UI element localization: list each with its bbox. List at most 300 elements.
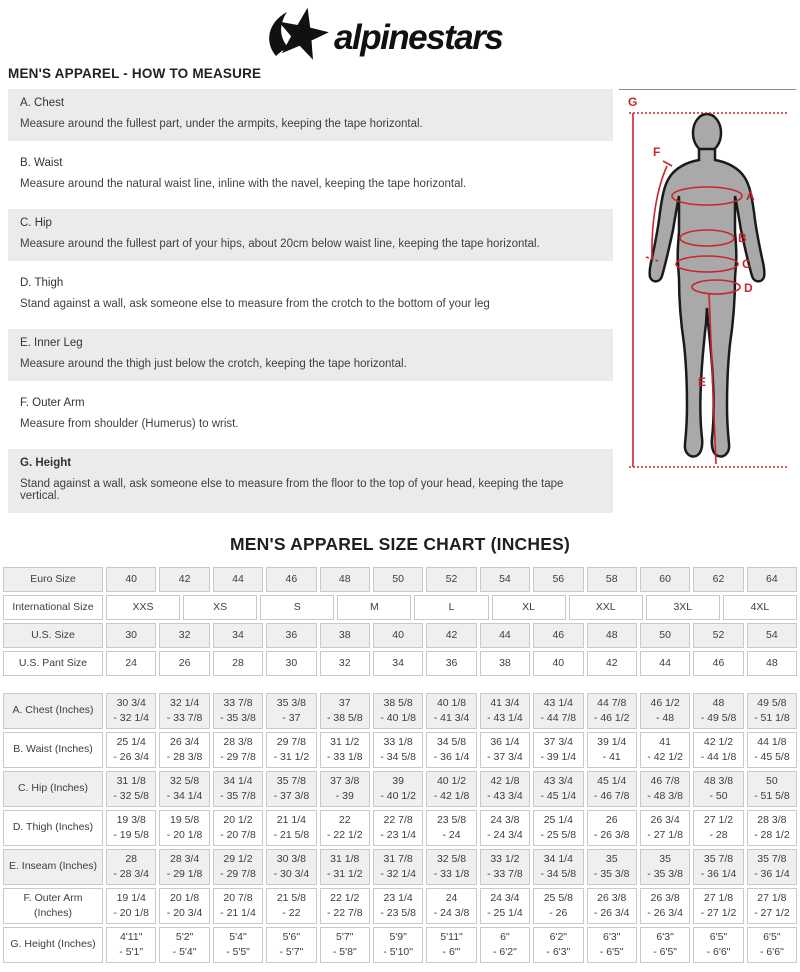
- measure-range-cell: [106, 849, 156, 885]
- measure-range-cell-text: 28 3/8: [223, 735, 253, 748]
- measure-range-cell: [480, 771, 530, 807]
- measure-range-cell-text: - 37: [282, 712, 301, 724]
- label-f: F: [653, 145, 661, 159]
- measure-range-cell-text: 35: [659, 852, 671, 865]
- measure-section-description: Measure from shoulder (Humerus) to wrist.: [20, 418, 239, 430]
- measure-range-cell: [213, 771, 263, 807]
- measure-range-cell-text: - 38 5/8: [326, 712, 363, 724]
- measure-range-cell-text: 21 5/8: [276, 891, 306, 904]
- measure-range-cell-text: 38 5/8: [383, 696, 413, 709]
- measure-range-cell: [373, 810, 423, 846]
- measure-range-cell-text: 19 5/8: [169, 813, 200, 826]
- size-value-cell: [646, 595, 720, 620]
- measure-range-cell: [533, 693, 583, 729]
- measure-range-cell: [747, 732, 797, 768]
- measure-range-cell-text: - 35 3/8: [593, 868, 630, 880]
- measure-range-cell-text: - 33 1/8: [326, 751, 363, 763]
- measure-range-cell-text: 5'7": [336, 930, 354, 943]
- measure-range-cell-text: 37 3/4: [543, 735, 573, 748]
- size-value-cell: [266, 567, 316, 592]
- measure-range-cell-text: 28: [125, 852, 138, 865]
- measure-range-cell-text: - 31 1/2: [273, 751, 310, 763]
- measure-range-cell: [640, 888, 690, 924]
- measure-range-cell: [213, 732, 263, 768]
- size-row-u-s-size: [3, 623, 797, 648]
- measure-section-description: Measure around the thigh just below the crotch, keeping the tape horizontal.: [20, 358, 407, 370]
- size-value-cell-text: 52: [445, 572, 458, 585]
- measure-row-d-thigh-inches--label: [3, 810, 103, 846]
- measure-range-cell-text: - 33 1/8: [433, 868, 470, 880]
- size-value-cell: [260, 595, 334, 620]
- size-value-cell: [266, 651, 316, 676]
- measure-range-cell-text: 31 7/8: [383, 852, 413, 865]
- size-value-cell-text: 62: [712, 572, 725, 585]
- size-value-cell: [159, 651, 209, 676]
- measure-range-cell-text: - 22 7/8: [326, 907, 363, 919]
- table-section-gap: [3, 679, 797, 693]
- measure-range-cell-text: - 28: [709, 829, 728, 841]
- measure-range-cell-text: 20 1/2: [223, 813, 253, 826]
- size-row-u-s-size-label: [3, 623, 103, 648]
- measure-section: [8, 329, 613, 381]
- measure-range-cell-text: 35: [605, 852, 618, 865]
- measure-range-cell: [266, 771, 316, 807]
- measure-range-cell-text: 26 3/4: [169, 735, 200, 748]
- measure-range-cell: [373, 927, 423, 963]
- size-value-cell-text: 50: [392, 572, 404, 585]
- measure-range-cell-text: - 40 1/2: [380, 790, 416, 802]
- measure-range-cell: [587, 927, 637, 963]
- size-value-cell: [414, 595, 488, 620]
- measure-range-cell-text: 26: [605, 813, 618, 826]
- measure-range-cell: [640, 771, 690, 807]
- measure-range-cell-text: - 29 7/8: [220, 751, 256, 763]
- size-value-cell-text: 54: [766, 628, 778, 641]
- measure-range-cell-text: 6'3": [656, 930, 674, 943]
- size-value-cell-text: 58: [605, 572, 618, 585]
- size-value-cell-text: XL: [522, 600, 536, 613]
- measure-range-cell-text: 48: [712, 696, 725, 709]
- size-value-cell: [426, 623, 476, 648]
- size-row-euro-size-label: [3, 567, 103, 592]
- measure-range-cell: [106, 810, 156, 846]
- measure-range-cell-text: - 49 5/8: [700, 712, 737, 724]
- measure-range-cell-text: 20 1/8: [169, 891, 200, 904]
- measure-range-cell-text: - 51 1/8: [754, 712, 790, 724]
- size-value-cell-text: 38: [338, 628, 351, 641]
- measure-range-cell-text: - 5'7": [279, 946, 304, 958]
- logo-star-icon: [279, 8, 329, 60]
- measure-range-cell: [480, 888, 530, 924]
- measure-range-cell: [747, 693, 797, 729]
- size-value-cell: [533, 623, 583, 648]
- measure-range-cell: [106, 732, 156, 768]
- measure-range-cell-text: - 48: [656, 712, 675, 724]
- measure-range-cell-text: - 6'": [442, 946, 461, 958]
- measure-range-cell-text: - 35 3/8: [220, 712, 256, 724]
- measure-range-cell-text: 33 7/8: [223, 696, 253, 709]
- measure-range-cell-text: 40 1/8: [436, 696, 467, 709]
- size-value-cell-text: 56: [552, 572, 565, 585]
- measure-row-b-waist-inches--label: [3, 732, 103, 768]
- size-value-cell-text: 50: [659, 628, 671, 641]
- size-value-cell-text: 40: [552, 656, 565, 669]
- measure-range-cell: [693, 693, 743, 729]
- measure-range-cell-text: 32 5/8: [436, 852, 467, 865]
- measure-range-cell: [373, 849, 423, 885]
- measure-range-cell-text: - 20 7/8: [220, 829, 256, 841]
- measure-row-f-outer-arm-inches--label: [3, 888, 103, 924]
- measure-row-b-waist-inches-: [3, 732, 797, 768]
- measure-range-cell: [373, 732, 423, 768]
- measure-range-cell-text: 46 1/2: [650, 696, 680, 709]
- measure-range-cell: [640, 849, 690, 885]
- measure-range-cell: [213, 810, 263, 846]
- size-value-cell-text: 4XL: [750, 600, 770, 613]
- measure-section-description: Stand against a wall, ask someone else to measure from the crotch to the bottom of your leg: [20, 298, 490, 310]
- measure-range-cell: [320, 849, 370, 885]
- measure-row-e-inseam-inches--label: [3, 849, 103, 885]
- measure-range-cell: [747, 849, 797, 885]
- measure-range-cell: [426, 732, 476, 768]
- measure-range-cell-text: - 24: [442, 829, 461, 841]
- size-value-cell: [747, 651, 797, 676]
- size-value-cell-text: 42: [605, 656, 618, 669]
- measure-range-cell: [480, 927, 530, 963]
- measure-range-cell-text: 34 1/4: [223, 774, 253, 787]
- measure-range-cell-text: - 26 3/8: [593, 829, 630, 841]
- measure-range-cell: [533, 810, 583, 846]
- measure-range-cell: [640, 927, 690, 963]
- measure-range-cell: [747, 927, 797, 963]
- page-title: MEN'S APPAREL - HOW TO MEASURE: [8, 66, 262, 81]
- measure-range-cell-text: 20 7/8: [223, 891, 253, 904]
- size-value-cell-text: 40: [125, 572, 138, 585]
- measure-range-cell-text: - 34 5/8: [380, 751, 416, 763]
- measure-range-cell-text: - 26: [549, 907, 568, 919]
- size-value-cell: [106, 567, 156, 592]
- size-value-cell: [106, 595, 180, 620]
- measure-range-cell-text: 29 7/8: [276, 735, 306, 748]
- measure-range-cell-text: 39: [392, 774, 404, 787]
- measure-range-cell: [266, 927, 316, 963]
- size-value-cell-text: 46: [552, 628, 565, 641]
- size-value-cell: [747, 623, 797, 648]
- measure-range-cell-text: 33 1/2: [490, 852, 520, 865]
- measure-range-cell-text: 26 3/8: [650, 891, 680, 904]
- size-value-cell-text: 46: [712, 656, 725, 669]
- size-value-cell: [693, 567, 743, 592]
- label-c: C: [742, 257, 752, 271]
- size-value-cell: [640, 567, 690, 592]
- measure-range-cell: [106, 693, 156, 729]
- size-value-cell: [373, 567, 423, 592]
- logo-wordmark: alpinestars: [334, 18, 503, 57]
- size-value-cell-text: 44: [232, 572, 244, 585]
- measure-range-cell-text: - 6'5": [653, 946, 678, 958]
- size-value-cell-text: 54: [499, 572, 511, 585]
- measure-range-cell-text: 22 1/2: [330, 891, 360, 904]
- size-value-cell: [533, 651, 583, 676]
- size-value-cell-text: 48: [605, 628, 618, 641]
- measure-row-f-outer-arm-inches--label-text: F. Outer Arm (Inches): [23, 891, 83, 919]
- measure-range-cell-text: 43 3/4: [543, 774, 573, 787]
- measure-range-cell: [587, 732, 637, 768]
- measure-range-cell-text: - 33 7/8: [166, 712, 203, 724]
- measure-range-cell-text: - 46 7/8: [593, 790, 630, 802]
- size-chart-table: [0, 567, 800, 963]
- measure-range-cell: [320, 732, 370, 768]
- measure-range-cell-text: 6'5": [709, 930, 728, 943]
- size-value-cell-text: XS: [213, 600, 228, 613]
- measure-range-cell-text: - 21 5/8: [273, 829, 310, 841]
- size-value-cell: [693, 623, 743, 648]
- measure-range-cell: [533, 732, 583, 768]
- measure-range-cell: [373, 888, 423, 924]
- measure-range-cell-text: 6'3": [603, 930, 621, 943]
- measure-range-cell-text: 24: [445, 891, 458, 904]
- size-value-cell-text: 3XL: [673, 600, 693, 613]
- size-value-cell-text: 28: [232, 656, 244, 669]
- measure-range-cell-text: - 6'6": [706, 946, 731, 958]
- measure-range-cell-text: 34 5/8: [436, 735, 467, 748]
- measure-range-cell-text: - 39 1/4: [540, 751, 577, 763]
- how-to-measure-section: [0, 89, 800, 521]
- measure-range-cell-text: 36 1/4: [490, 735, 520, 748]
- size-value-cell-text: 44: [499, 628, 511, 641]
- alpinestars-logo: [260, 6, 540, 62]
- size-value-cell: [569, 595, 643, 620]
- measure-range-cell: [159, 771, 209, 807]
- measure-range-cell-text: 24 3/8: [490, 813, 520, 826]
- measure-range-cell-text: - 29 7/8: [220, 868, 256, 880]
- measure-range-cell: [693, 849, 743, 885]
- measure-range-cell-text: - 5'5": [226, 946, 250, 958]
- measure-range-cell: [587, 771, 637, 807]
- measure-range-cell-text: 39 1/4: [597, 735, 627, 748]
- measure-range-cell-text: - 29 1/8: [166, 868, 203, 880]
- measure-range-cell-text: - 6'5": [599, 946, 624, 958]
- measure-range-cell: [587, 888, 637, 924]
- measure-range-cell: [426, 693, 476, 729]
- size-value-cell: [480, 623, 530, 648]
- measure-range-cell-text: - 28 3/4: [113, 868, 149, 880]
- measure-range-cell: [213, 849, 263, 885]
- measure-row-c-hip-inches-: [3, 771, 797, 807]
- measure-instructions-list: [8, 89, 613, 521]
- measure-range-cell-text: - 32 1/4: [113, 712, 149, 724]
- measure-range-cell-text: - 32 1/4: [380, 868, 416, 880]
- measure-range-cell-text: 32 5/8: [169, 774, 200, 787]
- size-value-cell: [480, 651, 530, 676]
- size-value-cell: [373, 651, 423, 676]
- measure-range-cell: [533, 888, 583, 924]
- measure-range-cell-text: - 31 1/2: [326, 868, 363, 880]
- measure-range-cell-text: 46 7/8: [650, 774, 680, 787]
- measure-range-cell-text: - 42 1/2: [647, 751, 683, 763]
- measure-section-description: Measure around the fullest part of your hips, about 20cm below waist line, keeping the tape horizontal.: [20, 238, 540, 250]
- measure-range-cell-text: 30 3/8: [276, 852, 306, 865]
- measure-row-e-inseam-inches--label-text: E. Inseam (Inches): [8, 860, 98, 873]
- measure-section-title: C. Hip: [20, 217, 52, 229]
- measure-range-cell-text: - 30 3/4: [273, 868, 310, 880]
- measure-range-cell: [266, 810, 316, 846]
- size-value-cell: [320, 567, 370, 592]
- size-value-cell-text: 24: [125, 656, 138, 669]
- measure-range-cell-text: 48 3/8: [703, 774, 734, 787]
- measure-range-cell-text: - 51 5/8: [754, 790, 790, 802]
- measure-row-d-thigh-inches-: [3, 810, 797, 846]
- label-e: E: [698, 375, 707, 389]
- measure-range-cell: [533, 771, 583, 807]
- size-value-cell-text: 44: [659, 656, 671, 669]
- measure-range-cell: [159, 888, 209, 924]
- measure-range-cell: [747, 810, 797, 846]
- measure-section-description: Measure around the fullest part, under the armpits, keeping the tape horizontal.: [20, 118, 423, 130]
- measure-section-title: B. Waist: [20, 157, 63, 169]
- measure-range-cell: [480, 732, 530, 768]
- measure-range-cell-text: 26 3/4: [650, 813, 680, 826]
- size-value-cell: [183, 595, 257, 620]
- size-value-cell: [159, 567, 209, 592]
- measure-range-cell: [587, 849, 637, 885]
- size-value-cell: [492, 595, 566, 620]
- measure-range-cell-text: - 20 1/8: [113, 907, 149, 919]
- measure-range-cell-text: 45 1/4: [597, 774, 627, 787]
- body-figure-svg: [619, 92, 795, 490]
- size-value-cell: [213, 567, 263, 592]
- measure-range-cell-text: - 22: [282, 907, 301, 919]
- measure-range-cell-text: 27 1/2: [703, 813, 734, 826]
- measure-range-cell-text: - 24 3/8: [433, 907, 470, 919]
- measure-range-cell: [213, 693, 263, 729]
- size-value-cell: [106, 651, 156, 676]
- measure-range-cell-text: 42 1/8: [490, 774, 520, 787]
- measure-range-cell-text: 35 3/8: [276, 696, 306, 709]
- measure-range-cell-text: 19 1/4: [116, 891, 146, 904]
- measure-section-title: D. Thigh: [20, 277, 64, 289]
- size-value-cell: [426, 651, 476, 676]
- measure-range-cell: [266, 732, 316, 768]
- measure-range-cell-text: - 26 3/4: [593, 907, 630, 919]
- size-value-cell-text: 42: [178, 572, 191, 585]
- size-value-cell-text: XXS: [132, 600, 154, 613]
- measure-range-cell-text: - 25 5/8: [540, 829, 577, 841]
- measure-row-e-inseam-inches-: [3, 849, 797, 885]
- measure-section: [8, 389, 613, 441]
- measure-range-cell-text: - 27 1/2: [754, 907, 790, 919]
- size-value-cell-text: 34: [392, 656, 404, 669]
- measure-range-cell-text: 40 1/2: [436, 774, 467, 787]
- size-value-cell: [373, 623, 423, 648]
- measure-range-cell-text: 19 3/8: [116, 813, 146, 826]
- measure-range-cell-text: - 19 5/8: [113, 829, 149, 841]
- size-value-cell: [213, 623, 263, 648]
- measure-range-cell: [320, 810, 370, 846]
- measure-range-cell-text: 33 1/8: [383, 735, 413, 748]
- size-value-cell: [320, 651, 370, 676]
- measure-range-cell: [533, 849, 583, 885]
- measure-range-cell-text: - 27 1/2: [700, 907, 737, 919]
- measure-range-cell-text: - 5'4": [172, 946, 197, 958]
- measure-range-cell-text: - 45 5/8: [754, 751, 790, 763]
- measure-range-cell: [373, 771, 423, 807]
- size-value-cell-text: 52: [712, 628, 725, 641]
- measure-range-cell-text: 29 1/2: [223, 852, 253, 865]
- measure-range-cell: [213, 927, 263, 963]
- measure-range-cell-text: - 34 5/8: [540, 868, 577, 880]
- measure-range-cell-text: 25 5/8: [543, 891, 573, 904]
- measure-range-cell-text: 50: [766, 774, 778, 787]
- measure-range-cell: [159, 693, 209, 729]
- measure-section-title: A. Chest: [20, 97, 65, 109]
- size-value-cell-text: 32: [178, 628, 191, 641]
- measure-range-cell: [373, 693, 423, 729]
- measure-row-a-chest-inches--label: [3, 693, 103, 729]
- measure-row-d-thigh-inches--label-text: D. Thigh (Inches): [12, 821, 94, 834]
- measure-range-cell-text: 41: [659, 735, 671, 748]
- measure-range-cell-text: 42 1/2: [703, 735, 734, 748]
- measure-range-cell-text: - 46 1/2: [593, 712, 630, 724]
- measure-section-title: E. Inner Leg: [20, 337, 83, 349]
- measure-range-cell-text: - 44 1/8: [700, 751, 737, 763]
- size-value-cell-text: XXL: [595, 600, 616, 613]
- measure-range-cell-text: 31 1/2: [330, 735, 360, 748]
- size-value-cell-text: 42: [445, 628, 458, 641]
- measure-range-cell: [480, 849, 530, 885]
- measure-range-cell-text: - 22 1/2: [326, 829, 363, 841]
- measure-range-cell-text: 35 7/8: [757, 852, 787, 865]
- measure-range-cell-text: - 5'8": [332, 946, 357, 958]
- size-row-euro-size-label-text: Euro Size: [30, 572, 76, 585]
- measure-range-cell-text: 4'11": [119, 930, 143, 943]
- measure-range-cell-text: 35 7/8: [276, 774, 306, 787]
- measure-range-cell-text: 30 3/4: [116, 696, 146, 709]
- measure-range-cell-text: - 44 7/8: [540, 712, 577, 724]
- size-value-cell: [640, 623, 690, 648]
- label-g: G: [628, 95, 638, 109]
- size-row-u-s-pant-size-label-text: U.S. Pant Size: [18, 656, 88, 669]
- measure-range-cell: [640, 732, 690, 768]
- measure-range-cell: [106, 771, 156, 807]
- measure-range-cell-text: - 41: [602, 751, 621, 763]
- measure-range-cell-text: 5'2": [175, 930, 194, 943]
- measure-row-b-waist-inches--label-text: B. Waist (Inches): [13, 743, 93, 756]
- measure-range-cell-text: - 5'10": [383, 946, 413, 958]
- measure-range-cell-text: 26 3/8: [597, 891, 627, 904]
- size-row-u-s-size-label-text: U.S. Size: [31, 628, 75, 641]
- measure-row-g-height-inches-: [3, 927, 797, 963]
- measure-row-a-chest-inches--label-text: A. Chest (Inches): [12, 704, 94, 717]
- measure-range-cell: [320, 888, 370, 924]
- measure-range-cell-text: 6'5": [763, 930, 781, 943]
- measure-range-cell-text: - 43 1/4: [487, 712, 523, 724]
- size-chart-measurement-rows: [3, 693, 797, 963]
- size-row-international-size-label: [3, 595, 103, 620]
- size-value-cell-text: 40: [392, 628, 404, 641]
- measure-range-cell: [747, 771, 797, 807]
- size-value-cell-text: 26: [178, 656, 191, 669]
- measure-range-cell-text: - 6'2": [493, 946, 517, 958]
- measure-range-cell-text: - 24 3/4: [487, 829, 523, 841]
- size-value-cell: [587, 651, 637, 676]
- measure-range-cell: [640, 810, 690, 846]
- measure-range-cell-text: 41 3/4: [490, 696, 520, 709]
- measure-range-cell-text: 23 1/4: [383, 891, 413, 904]
- measure-section: [8, 209, 613, 261]
- measure-range-cell-text: - 37 3/8: [273, 790, 310, 802]
- measure-row-g-height-inches--label-text: G. Height (Inches): [10, 938, 96, 951]
